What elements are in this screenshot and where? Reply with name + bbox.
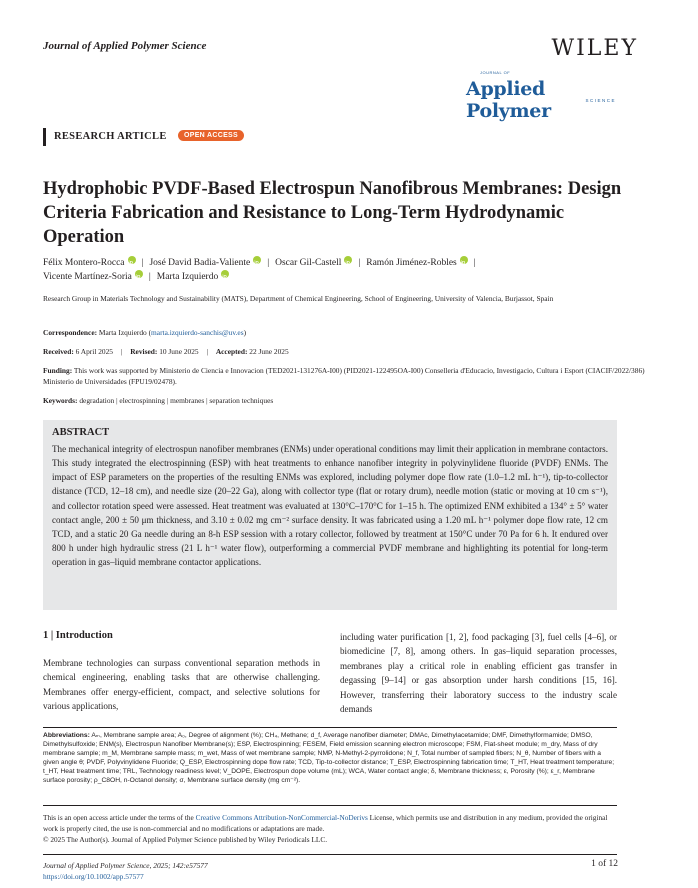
funding-text: This work was supported by Ministerio de Ciencia e Innovacion (TED2021-131276A-I00) (PID2021-122495OA-I00) Conselleria d'Educacio, Investigacio, Cultura i Esport (CIACIF/2022/386) Ministerio de Universidades (FPU19/02478). (43, 366, 645, 386)
abbreviations (43, 731, 617, 785)
article-dates (43, 346, 653, 357)
license-notice (43, 812, 617, 845)
correspondence: Correspondence: Marta Izquierdo (marta.izquierdo-sanchis@uv.es) (43, 328, 247, 337)
open-access-badge[interactable]: OPEN ACCESS (178, 130, 244, 141)
orcid-icon[interactable] (344, 256, 352, 264)
section-heading-introduction: 1 | Introduction (43, 630, 113, 641)
journal-logo-title: Applied Polymer (466, 78, 551, 122)
introduction-column-right: including water purification [1, 2], food packaging [3], fuel cells [4–6], or biomedicine [7, 8], among others. In gas–liquid separation processes, membranes play a critical role in enabling efficient gas transfer in degassing [9–14] or gas absorption under harsh conditions [15, 16]. However, transferring their laboratory success to the industry scale demands (340, 632, 617, 715)
article-title: Hydrophobic PVDF-Based Electrospun Nanofibrous Membranes: Design Criteria Fabrication and Resistance to Long-Term Hydrodynamic Operation (43, 179, 622, 247)
journal-logo-prefix: JOURNAL OF (480, 70, 511, 75)
orcid-icon[interactable] (253, 256, 261, 264)
copyright-notice: © 2025 The Author(s). Journal of Applied Polymer Science published by Wiley Periodicals LLC. (43, 835, 328, 844)
keywords (43, 395, 653, 406)
article-type-bar (43, 128, 46, 146)
correspondence-email-link[interactable]: marta.izquierdo-sanchis@uv.es (151, 328, 244, 337)
author-separator: | (141, 258, 144, 268)
journal-logo-suffix: SCIENCE (585, 98, 616, 103)
orcid-icon[interactable] (460, 256, 468, 264)
orcid-icon[interactable] (135, 270, 143, 278)
correspondence-label: Correspondence: (43, 328, 98, 337)
date-separator: | (206, 347, 208, 356)
abbreviations-label: Abbreviations: (43, 732, 90, 739)
correspondence-name: Marta Izquierdo (98, 328, 147, 337)
author-name[interactable]: Félix Montero-Rocca (43, 258, 125, 268)
license-text-pre: This is an open access article under the terms of the (43, 813, 194, 822)
abbreviations-text: Aₘ, Membrane sample area; A₀, Degree of alignment (%); CH₄, Methane; d_f, Average nanofiber diameter; DMAc, Dimethylacetamide; DMF, Dimethylformamide; DMSO, Dimethylsulfoxide; ENM(s), Electrospun Nanofiber Membrane(s); ESP, Electrospinning; FESEM, Field emission scanning electron microscope; FSM, Flat-sheet module; m_dry, Mass of dry membrane sample; m_M, Membrane sample mass; m_wet, Mass of wet membrane sample; NMP, N-Methyl-2-pyrrolidone; N_f, Total number of sampled fibers; N_θ, Number of fibers with a given angle θ; PVDF, Polyvinylidene Fluoride; Q_ESP, Electrospinning dope flow rate; TCD, Tip-to-collector distance; T_ESP, Electrospinning fabrication time; T_HT, Heat treatment temperature; t_HT, Heat treatment time; TRL, Technology readiness level; V_DOPE, Electrospun dope volume (mL); WCA, Water contact angle; δ, Membrane thickness; ε, Porosity (%); ε_r, Membrane surface porosity; ρ_C8OH, n-Octanol density; σ, Membrane surface density (mg cm⁻²). (43, 732, 615, 784)
license-text-post: License, which permits use and distribution in any medium, provided the original work is properly cited, the use is non-commercial and no modifications or adaptations are made. (43, 813, 608, 833)
revised-date: 10 June 2025 (159, 347, 199, 356)
keywords-label: Keywords: (43, 396, 78, 405)
author-separator: | (358, 258, 361, 268)
footer-citation: Journal of Applied Polymer Science, 2025; 142:e57577 (43, 861, 208, 870)
author-separator: | (267, 258, 270, 268)
author-name[interactable]: Marta Izquierdo (156, 272, 219, 282)
funding-label: Funding: (43, 366, 73, 375)
abbreviations-divider (43, 727, 617, 728)
orcid-icon[interactable] (128, 256, 136, 264)
funding (43, 365, 653, 387)
license-link[interactable]: Creative Commons Attribution-NonCommercial-NoDerivs (195, 813, 368, 822)
revised-label: Revised: (130, 347, 158, 356)
author-list (43, 256, 653, 284)
affiliation: Research Group in Materials Technology and Sustainability (MATS), Department of Chemical Engineering, School of Engineering, University of Valencia, Burjassot, Spain (43, 294, 554, 303)
introduction-column-left: Membrane technologies can surpass conventional separation methods in chemical engineering, enabling tasks that are otherwise challenging. Membranes offer energy-efficient, compact, and selective solutions for various applications, (43, 658, 320, 712)
author-name[interactable]: Oscar Gil-Castell (275, 258, 342, 268)
abstract-text: The mechanical integrity of electrospun nanofiber membranes (ENMs) under operational conditions may limit their application in membrane contactors. This study integrated the electrospinning (ESP) with heat treatments to enhance nanofiber integrity in polyvinylidene fluoride (PVDF) ENMs. The impact of ESP parameters on the properties of the resulting ENMs was explored, including polymer dope flow rate (1.0–1.2 mL h⁻¹), tip-to-collector distance (TCD, 12–18 cm), and needle size (20–22 Ga), along with collector type (flat or rotary drum), needle motion (static or moving at 10 cm s⁻¹), and collector rotation speed were assessed. Heat treatment was evaluated at 130°C–170°C for 1–15 h. The optimized ENM exhibited a 134° ± 5° water contact angle, 200 ± 50 μm thickness, and 3.10 ± 0.02 mg cm⁻² surface density. It was fabricated using a 1.20 mL h⁻¹ polymer dope flow rate, 12 cm TCD, and a static 20 Ga needle during an 8-h ESP session with a rotary collector, followed by treatment at 150°C under 70 Pa for 6 h. It endured over 800 h under high hydraulic stress (21 L h⁻¹ water flow), outperforming a commercial PVDF membrane and highlighting its potential for long-term operation in gas–liquid membrane contactor applications. (52, 444, 608, 568)
publisher-logo[interactable]: WILEY (551, 36, 638, 61)
author-name[interactable]: Vicente Martínez-Soria (43, 272, 132, 282)
journal-name-header: Journal of Applied Polymer Science (43, 40, 207, 52)
footer-divider (43, 854, 617, 855)
orcid-icon[interactable] (221, 270, 229, 278)
license-divider (43, 805, 617, 806)
accepted-date: 22 June 2025 (249, 347, 289, 356)
page-number: 1 of 12 (591, 859, 618, 869)
article-type: RESEARCH ARTICLE (54, 131, 167, 142)
abstract-heading: ABSTRACT (52, 427, 110, 438)
journal-logo[interactable] (466, 70, 626, 122)
keywords-text: degradation | electrospinning | membranes | separation techniques (79, 396, 274, 405)
received-label: Received: (43, 347, 74, 356)
footer (43, 860, 208, 882)
received-date: 6 April 2025 (75, 347, 114, 356)
author-name[interactable]: Ramón Jiménez-Robles (366, 258, 457, 268)
author-name[interactable]: José David Badia-Valiente (149, 258, 251, 268)
author-separator: | (148, 272, 151, 282)
doi-link[interactable]: https://doi.org/10.1002/app.57577 (43, 872, 144, 881)
author-separator: | (473, 258, 476, 268)
accepted-label: Accepted: (215, 347, 248, 356)
date-separator: | (120, 347, 123, 356)
